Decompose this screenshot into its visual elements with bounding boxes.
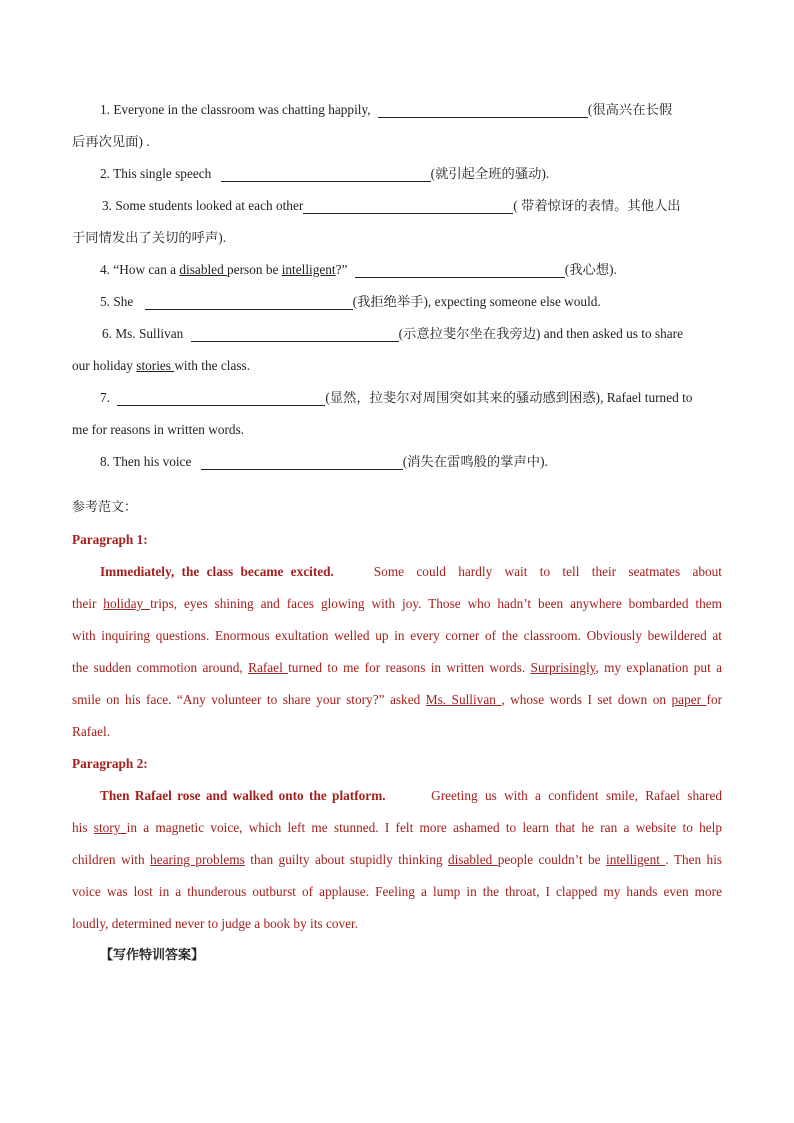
exercise-2 — [72, 158, 722, 190]
exercise-1-continued: 后再次见面) . — [72, 134, 150, 149]
question-text: with the class. — [174, 358, 251, 373]
paragraph-text: people couldn’t be — [497, 852, 601, 867]
underlined-word: paper — [671, 692, 707, 707]
paragraph-text: smile on his face. “Any volunteer to share your story?” asked — [72, 692, 421, 707]
reference-title: 参考范文： — [72, 500, 138, 515]
paragraph-1-line-1 — [72, 556, 722, 588]
paragraph-1-line-2 — [72, 588, 722, 620]
paragraph-text: than guilty about stupidly thinking — [250, 852, 443, 867]
paragraph-text: Some could hardly wait to tell their seatmates about — [373, 564, 722, 579]
exercise-4 — [72, 254, 722, 286]
paragraph-text: their — [72, 596, 97, 611]
paragraph-2-line-4: voice was lost in a thunderous outburst of applause. Feeling a lump in the throat, I clapped my hands even more — [72, 884, 722, 899]
question-hint: (消失在雷鸣般的掌声中). — [402, 454, 548, 469]
document-page — [72, 94, 722, 972]
question-text: person be — [227, 262, 279, 277]
question-number: 1. — [100, 102, 110, 117]
question-text: This single speech — [113, 166, 212, 181]
answer-blank[interactable] — [378, 99, 588, 118]
exercise-6-continued — [72, 350, 722, 382]
exercise-8 — [72, 446, 722, 478]
exercise-7 — [72, 382, 722, 414]
paragraph-2-line-1 — [72, 780, 722, 812]
question-number: 8. — [100, 454, 110, 469]
underlined-word: story — [93, 820, 127, 835]
underlined-word: disabled — [179, 262, 228, 277]
answer-blank[interactable] — [355, 259, 565, 278]
question-number: 3. — [102, 198, 112, 213]
underlined-word: holiday — [103, 596, 151, 611]
question-hint: (我拒绝举手), expecting someone else would. — [352, 294, 601, 309]
question-hint: (很高兴在长假 — [587, 102, 673, 117]
paragraph-text: children with — [72, 852, 145, 867]
paragraph-text: Greeting us with a confident smile, Rafael shared — [431, 788, 722, 803]
question-text: She — [113, 294, 134, 309]
paragraph-1-line-6: Rafael. — [72, 724, 111, 739]
question-text: Then his voice — [113, 454, 192, 469]
underlined-word: Ms. Sullivan — [425, 692, 502, 707]
question-text: ?” — [335, 262, 348, 277]
paragraph-text: . Then his — [665, 852, 723, 867]
paragraph-1-line-3: with inquiring questions. Enormous exultation welled up in every corner of the classroom. Obviously bewildered at — [72, 628, 722, 643]
paragraph-text: , whose words I set down on — [501, 692, 667, 707]
question-text: Everyone in the classroom was chatting happily, — [113, 102, 371, 117]
paragraph-text: trips, eyes shining and faces glowing with joy. Those who hadn’t been anywhere bombarded them — [150, 596, 722, 611]
paragraph-1-lead: Immediately, the class became excited. — [100, 564, 334, 579]
question-hint: (示意拉斐尔坐在我旁边) and then asked us to share — [398, 326, 683, 341]
question-text: Some students looked at each other — [115, 198, 304, 213]
exercise-6 — [72, 318, 722, 350]
question-number: 4. — [100, 262, 110, 277]
footer-title: 【写作特训答案】 — [100, 948, 205, 963]
question-hint: ( 带着惊讶的表情。其他人出 — [513, 198, 681, 213]
paragraph-1-heading: Paragraph 1: — [72, 532, 148, 547]
paragraph-2-heading: Paragraph 2: — [72, 756, 148, 771]
paragraph-text: turned to me for reasons in written words. — [288, 660, 526, 675]
answer-blank[interactable] — [201, 451, 403, 470]
paragraph-2-lead: Then Rafael rose and walked onto the platform. — [100, 788, 386, 803]
exercise-5 — [72, 286, 722, 318]
exercise-7-continued: me for reasons in written words. — [72, 422, 245, 437]
question-number: 2. — [100, 166, 110, 181]
paragraph-1-line-5 — [72, 684, 722, 716]
paragraph-text: the sudden commotion around, — [72, 660, 243, 675]
underlined-word: hearing problems — [150, 852, 245, 867]
question-number: 5. — [100, 294, 110, 309]
exercise-1 — [72, 94, 722, 126]
underlined-word: Surprisingly — [530, 660, 596, 675]
paragraph-text: , my explanation put a — [595, 660, 722, 675]
answer-blank[interactable] — [221, 163, 431, 182]
paragraph-2-line-3 — [72, 844, 722, 876]
answer-blank[interactable] — [303, 195, 513, 214]
question-text: our holiday — [72, 358, 133, 373]
question-text: Ms. Sullivan — [115, 326, 184, 341]
question-hint: (显然，拉斐尔对周围突如其来的骚动感到困惑), Rafael turned to — [325, 390, 693, 405]
underlined-word: Rafael — [248, 660, 289, 675]
exercise-3-continued: 于同情发出了关切的呼声). — [72, 230, 227, 245]
underlined-word: intelligent — [606, 852, 666, 867]
paragraph-1-line-4 — [72, 652, 722, 684]
exercise-3 — [72, 190, 722, 222]
paragraph-text: his — [72, 820, 88, 835]
question-hint: (我心想). — [564, 262, 617, 277]
underlined-word: disabled — [447, 852, 498, 867]
paragraph-text: for — [706, 692, 723, 707]
answer-blank[interactable] — [191, 323, 399, 342]
underlined-word: intelligent — [281, 262, 336, 277]
paragraph-2-line-5: loudly, determined never to judge a book by its cover. — [72, 916, 359, 931]
underlined-word: stories — [136, 358, 175, 373]
answer-blank[interactable] — [145, 291, 353, 310]
paragraph-2-line-2 — [72, 812, 722, 844]
paragraph-text: in a magnetic voice, which left me stunned. I felt more ashamed to learn that he ran a website to help — [126, 820, 722, 835]
question-hint: (就引起全班的骚动). — [430, 166, 550, 181]
question-number: 6. — [102, 326, 112, 341]
question-text: “How can a — [113, 262, 177, 277]
answer-blank[interactable] — [117, 387, 325, 406]
question-number: 7. — [100, 390, 110, 405]
